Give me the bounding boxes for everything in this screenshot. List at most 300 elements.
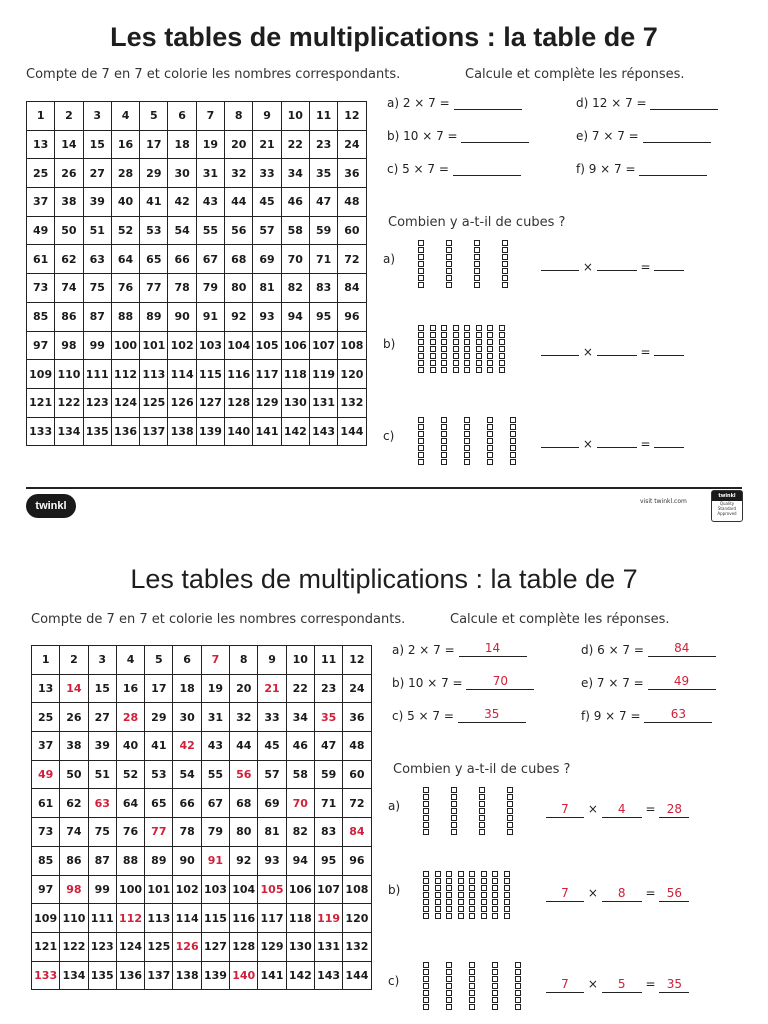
cube-stack xyxy=(446,240,452,289)
operator: = xyxy=(641,886,660,900)
grid-cell: 49 xyxy=(32,760,60,789)
cube-icon xyxy=(418,275,424,281)
twinkl-logo: twinkl xyxy=(26,494,76,518)
cube-icon xyxy=(453,325,459,331)
cube-icon xyxy=(435,885,441,891)
answer-field[interactable] xyxy=(643,127,711,143)
cube-icon xyxy=(441,438,447,444)
grid-cell: 18 xyxy=(168,130,196,159)
cube-icon xyxy=(515,990,521,996)
grid-cell: 7 xyxy=(201,646,229,675)
grid-row xyxy=(27,130,367,159)
grid-cell: 133 xyxy=(32,961,60,990)
cube-icon xyxy=(446,261,452,267)
cube-icon xyxy=(474,261,480,267)
cube-icon xyxy=(469,913,475,919)
grid-cell: 75 xyxy=(88,818,116,847)
grid-cell: 99 xyxy=(83,331,111,360)
grid-cell: 29 xyxy=(140,159,168,188)
grid-cell: 69 xyxy=(258,789,286,818)
cube-icon xyxy=(446,983,452,989)
grid-cell: 64 xyxy=(111,245,139,274)
cube-icon xyxy=(476,325,482,331)
grid-cell: 11 xyxy=(314,646,342,675)
cube-icon xyxy=(418,339,424,345)
cube-icon xyxy=(446,997,452,1003)
grid-cell: 91 xyxy=(201,846,229,875)
grid-cell: 95 xyxy=(309,302,337,331)
grid-cell: 64 xyxy=(116,789,144,818)
grid-cell: 65 xyxy=(145,789,173,818)
cube-icon xyxy=(446,885,452,891)
grid-cell: 73 xyxy=(27,274,55,303)
instruction-left-top: Compte de 7 en 7 et colorie les nombres correspondants. xyxy=(26,67,401,82)
cube-icon xyxy=(479,829,485,835)
grid-cell: 141 xyxy=(258,961,286,990)
grid-cell: 38 xyxy=(60,732,88,761)
grid-cell: 74 xyxy=(55,274,83,303)
grid-cell: 108 xyxy=(338,331,366,360)
grid-cell: 108 xyxy=(343,875,371,904)
question-item xyxy=(576,160,707,176)
product-field[interactable]: 56 xyxy=(659,886,689,902)
cubes-title-bottom: Combien y a-t-il de cubes ? xyxy=(393,762,571,777)
grid-cell: 139 xyxy=(201,961,229,990)
cube-icon xyxy=(430,353,436,359)
grid-cell: 122 xyxy=(60,932,88,961)
grid-cell: 60 xyxy=(343,760,371,789)
cube-stack xyxy=(469,962,475,1011)
grid-cell: 83 xyxy=(309,274,337,303)
grid-cell: 43 xyxy=(201,732,229,761)
cube-equation xyxy=(541,340,684,359)
hundred-grid-top xyxy=(26,101,367,446)
cube-icon xyxy=(458,885,464,891)
cube-icon xyxy=(504,899,510,905)
grid-cell: 99 xyxy=(88,875,116,904)
grid-cell: 91 xyxy=(196,302,224,331)
grid-cell: 106 xyxy=(286,875,314,904)
cube-icon xyxy=(441,431,447,437)
factor-field[interactable]: 4 xyxy=(602,802,642,818)
factor-field[interactable]: 7 xyxy=(546,977,584,993)
grid-cell: 63 xyxy=(83,245,111,274)
cube-stack xyxy=(430,325,436,374)
grid-cell: 105 xyxy=(253,331,281,360)
factor-field[interactable] xyxy=(541,340,579,356)
cube-icon xyxy=(510,459,516,465)
grid-cell: 16 xyxy=(111,130,139,159)
cube-icon xyxy=(515,962,521,968)
cube-icon xyxy=(507,815,513,821)
grid-cell: 89 xyxy=(145,846,173,875)
cube-icon xyxy=(446,892,452,898)
grid-cell: 52 xyxy=(116,760,144,789)
cube-icon xyxy=(492,976,498,982)
cube-stack xyxy=(492,962,498,1011)
cube-icon xyxy=(441,339,447,345)
question-text: b) 10 × 7 = xyxy=(392,676,467,690)
factor-field[interactable] xyxy=(597,340,637,356)
grid-cell: 103 xyxy=(196,331,224,360)
grid-cell: 140 xyxy=(225,417,253,446)
grid-cell: 19 xyxy=(196,130,224,159)
grid-cell: 129 xyxy=(258,932,286,961)
grid-cell: 55 xyxy=(201,760,229,789)
cube-icon xyxy=(469,983,475,989)
grid-cell: 101 xyxy=(145,875,173,904)
grid-cell: 84 xyxy=(338,274,366,303)
operator: × xyxy=(579,345,597,359)
grid-row xyxy=(32,961,372,990)
cube-icon xyxy=(446,871,452,877)
grid-cell: 3 xyxy=(83,102,111,131)
grid-cell: 23 xyxy=(314,674,342,703)
cube-icon xyxy=(487,417,493,423)
cube-icon xyxy=(435,878,441,884)
question-item xyxy=(387,127,529,143)
grid-cell: 31 xyxy=(196,159,224,188)
cube-icon xyxy=(510,438,516,444)
grid-cell: 142 xyxy=(286,961,314,990)
cube-icon xyxy=(476,339,482,345)
cube-stack xyxy=(487,325,493,374)
grid-cell: 78 xyxy=(173,818,201,847)
instruction-left-bottom: Compte de 7 en 7 et colorie les nombres correspondants. xyxy=(31,612,406,627)
cube-icon xyxy=(423,794,429,800)
answer-field[interactable]: 35 xyxy=(458,707,526,723)
grid-cell: 50 xyxy=(55,216,83,245)
factor-field[interactable] xyxy=(597,432,637,448)
factor-field[interactable]: 5 xyxy=(602,977,642,993)
cube-icon xyxy=(423,983,429,989)
grid-cell: 121 xyxy=(32,932,60,961)
cube-icon xyxy=(446,275,452,281)
cube-icon xyxy=(499,360,505,366)
grid-cell: 36 xyxy=(343,703,371,732)
grid-cell: 53 xyxy=(140,216,168,245)
cube-stack xyxy=(423,962,429,1011)
answer-field[interactable]: 84 xyxy=(648,641,716,657)
grid-cell: 86 xyxy=(55,302,83,331)
cube-icon xyxy=(418,417,424,423)
cube-stack xyxy=(458,871,464,920)
cube-icon xyxy=(446,254,452,260)
grid-cell: 114 xyxy=(168,360,196,389)
cube-icon xyxy=(510,417,516,423)
grid-cell: 107 xyxy=(314,875,342,904)
grid-cell: 54 xyxy=(173,760,201,789)
grid-cell: 59 xyxy=(309,216,337,245)
cube-icon xyxy=(507,801,513,807)
cube-icon xyxy=(464,459,470,465)
cube-icon xyxy=(430,360,436,366)
product-field[interactable] xyxy=(654,340,684,356)
cube-icon xyxy=(423,913,429,919)
grid-cell: 24 xyxy=(343,674,371,703)
cube-icon xyxy=(474,282,480,288)
grid-cell: 28 xyxy=(116,703,144,732)
cube-icon xyxy=(458,899,464,905)
cube-icon xyxy=(464,332,470,338)
cube-icon xyxy=(441,346,447,352)
cube-icon xyxy=(492,1004,498,1010)
grid-cell: 16 xyxy=(116,674,144,703)
factor-field[interactable]: 7 xyxy=(546,886,584,902)
grid-cell: 61 xyxy=(27,245,55,274)
cube-icon xyxy=(418,445,424,451)
cube-icon xyxy=(492,906,498,912)
grid-cell: 66 xyxy=(173,789,201,818)
cube-icon xyxy=(510,452,516,458)
factor-field[interactable]: 7 xyxy=(546,802,584,818)
cube-stack xyxy=(492,871,498,920)
cube-icon xyxy=(418,247,424,253)
cube-icon xyxy=(487,332,493,338)
answer-field[interactable]: 63 xyxy=(644,707,712,723)
cube-icon xyxy=(499,332,505,338)
grid-cell: 17 xyxy=(145,674,173,703)
grid-row xyxy=(32,904,372,933)
grid-cell: 41 xyxy=(145,732,173,761)
grid-cell: 138 xyxy=(173,961,201,990)
grid-cell: 32 xyxy=(230,703,258,732)
cube-row-label: a) xyxy=(383,252,396,266)
grid-cell: 13 xyxy=(27,130,55,159)
grid-cell: 20 xyxy=(230,674,258,703)
cube-icon xyxy=(418,353,424,359)
operator: = xyxy=(636,260,655,274)
question-text: e) 7 × 7 = xyxy=(581,676,648,690)
grid-cell: 74 xyxy=(60,818,88,847)
answer-field[interactable]: 14 xyxy=(459,641,527,657)
answer-field[interactable]: 70 xyxy=(466,674,534,690)
grid-cell: 123 xyxy=(88,932,116,961)
factor-field[interactable] xyxy=(541,432,579,448)
grid-cell: 136 xyxy=(116,961,144,990)
cube-icon xyxy=(435,899,441,905)
grid-cell: 83 xyxy=(314,818,342,847)
cube-icon xyxy=(507,822,513,828)
grid-cell: 3 xyxy=(88,646,116,675)
cube-icon xyxy=(423,871,429,877)
grid-cell: 110 xyxy=(60,904,88,933)
cube-icon xyxy=(418,431,424,437)
grid-cell: 92 xyxy=(230,846,258,875)
cube-icon xyxy=(474,268,480,274)
grid-cell: 127 xyxy=(201,932,229,961)
grid-cell: 138 xyxy=(168,417,196,446)
grid-cell: 135 xyxy=(88,961,116,990)
grid-cell: 84 xyxy=(343,818,371,847)
answer-field[interactable] xyxy=(650,94,718,110)
cube-icon xyxy=(446,240,452,246)
cube-icon xyxy=(469,997,475,1003)
cube-icon xyxy=(479,815,485,821)
cube-icon xyxy=(418,268,424,274)
grid-cell: 70 xyxy=(281,245,309,274)
cube-icon xyxy=(515,983,521,989)
grid-cell: 140 xyxy=(230,961,258,990)
cube-icon xyxy=(504,871,510,877)
grid-cell: 26 xyxy=(60,703,88,732)
question-text: c) 5 × 7 = xyxy=(392,709,458,723)
grid-row xyxy=(32,732,372,761)
grid-cell: 2 xyxy=(55,102,83,131)
grid-cell: 6 xyxy=(168,102,196,131)
grid-cell: 15 xyxy=(83,130,111,159)
cube-icon xyxy=(469,962,475,968)
answer-field[interactable] xyxy=(454,94,522,110)
product-field[interactable]: 35 xyxy=(659,977,689,993)
product-field[interactable] xyxy=(654,255,684,271)
grid-row xyxy=(27,302,367,331)
cube-icon xyxy=(435,913,441,919)
grid-cell: 120 xyxy=(338,360,366,389)
operator: = xyxy=(636,345,655,359)
question-item xyxy=(581,641,716,657)
grid-cell: 94 xyxy=(281,302,309,331)
cube-icon xyxy=(430,332,436,338)
cube-icon xyxy=(499,346,505,352)
quality-badge-icon xyxy=(711,490,743,522)
answer-field[interactable]: 49 xyxy=(648,674,716,690)
cube-icon xyxy=(446,969,452,975)
grid-cell: 134 xyxy=(60,961,88,990)
visit-link[interactable]: visit twinkl.com xyxy=(640,498,687,505)
grid-cell: 68 xyxy=(230,789,258,818)
grid-cell: 47 xyxy=(309,188,337,217)
cube-icon xyxy=(507,794,513,800)
cube-icon xyxy=(451,787,457,793)
grid-cell: 42 xyxy=(168,188,196,217)
cube-icon xyxy=(510,431,516,437)
grid-cell: 135 xyxy=(83,417,111,446)
factor-field[interactable] xyxy=(541,255,579,271)
grid-cell: 85 xyxy=(32,846,60,875)
grid-cell: 137 xyxy=(140,417,168,446)
cube-icon xyxy=(502,240,508,246)
cube-icon xyxy=(492,913,498,919)
cube-icon xyxy=(441,367,447,373)
answer-field[interactable] xyxy=(453,160,521,176)
grid-cell: 104 xyxy=(230,875,258,904)
cube-icon xyxy=(464,367,470,373)
grid-cell: 97 xyxy=(32,875,60,904)
grid-cell: 71 xyxy=(309,245,337,274)
grid-row xyxy=(27,216,367,245)
cube-stack xyxy=(451,787,457,836)
cube-icon xyxy=(418,452,424,458)
cube-icon xyxy=(464,452,470,458)
grid-cell: 14 xyxy=(60,674,88,703)
operator: = xyxy=(636,437,655,451)
cube-icon xyxy=(418,254,424,260)
cube-icon xyxy=(499,339,505,345)
cube-icon xyxy=(423,808,429,814)
grid-cell: 122 xyxy=(55,388,83,417)
cube-icon xyxy=(479,822,485,828)
grid-row xyxy=(27,159,367,188)
grid-cell: 129 xyxy=(253,388,281,417)
operator: = xyxy=(641,802,660,816)
cube-icon xyxy=(487,339,493,345)
grid-cell: 128 xyxy=(230,932,258,961)
cube-icon xyxy=(441,360,447,366)
grid-cell: 100 xyxy=(116,875,144,904)
grid-cell: 26 xyxy=(55,159,83,188)
cube-icon xyxy=(446,906,452,912)
grid-cell: 126 xyxy=(173,932,201,961)
grid-cell: 41 xyxy=(140,188,168,217)
factor-field[interactable] xyxy=(597,255,637,271)
question-text: d) 12 × 7 = xyxy=(576,96,651,110)
grid-cell: 5 xyxy=(140,102,168,131)
grid-cell: 82 xyxy=(286,818,314,847)
cube-icon xyxy=(481,885,487,891)
grid-cell: 131 xyxy=(309,388,337,417)
question-item xyxy=(392,674,534,690)
product-field[interactable] xyxy=(654,432,684,448)
question-text: a) 2 × 7 = xyxy=(392,643,459,657)
question-item xyxy=(387,94,522,110)
grid-cell: 47 xyxy=(314,732,342,761)
cube-icon xyxy=(507,787,513,793)
grid-row xyxy=(27,245,367,274)
cube-icon xyxy=(418,332,424,338)
grid-cell: 112 xyxy=(116,904,144,933)
answer-field[interactable] xyxy=(639,160,707,176)
factor-field[interactable]: 8 xyxy=(602,886,642,902)
grid-row xyxy=(32,875,372,904)
cube-icon xyxy=(479,801,485,807)
cube-equation xyxy=(541,432,684,451)
grid-cell: 114 xyxy=(173,904,201,933)
operator: × xyxy=(579,260,597,274)
cube-icon xyxy=(430,346,436,352)
answer-field[interactable] xyxy=(461,127,529,143)
grid-cell: 37 xyxy=(32,732,60,761)
grid-cell: 28 xyxy=(111,159,139,188)
grid-cell: 76 xyxy=(116,818,144,847)
grid-cell: 15 xyxy=(88,674,116,703)
cube-icon xyxy=(453,332,459,338)
grid-cell: 34 xyxy=(286,703,314,732)
grid-row xyxy=(32,703,372,732)
cube-icon xyxy=(423,822,429,828)
operator: × xyxy=(584,886,602,900)
cube-stack xyxy=(464,417,470,466)
cube-icon xyxy=(423,878,429,884)
cube-icon xyxy=(474,275,480,281)
grid-cell: 29 xyxy=(145,703,173,732)
grid-cell: 56 xyxy=(225,216,253,245)
grid-cell: 34 xyxy=(281,159,309,188)
cube-icon xyxy=(441,459,447,465)
grid-cell: 130 xyxy=(281,388,309,417)
product-field[interactable]: 28 xyxy=(659,802,689,818)
grid-row xyxy=(32,760,372,789)
cube-icon xyxy=(476,346,482,352)
grid-cell: 124 xyxy=(111,388,139,417)
cube-icon xyxy=(476,332,482,338)
cube-icon xyxy=(469,990,475,996)
grid-cell: 131 xyxy=(314,932,342,961)
cube-icon xyxy=(435,871,441,877)
grid-cell: 92 xyxy=(225,302,253,331)
grid-cell: 43 xyxy=(196,188,224,217)
cube-icon xyxy=(453,353,459,359)
